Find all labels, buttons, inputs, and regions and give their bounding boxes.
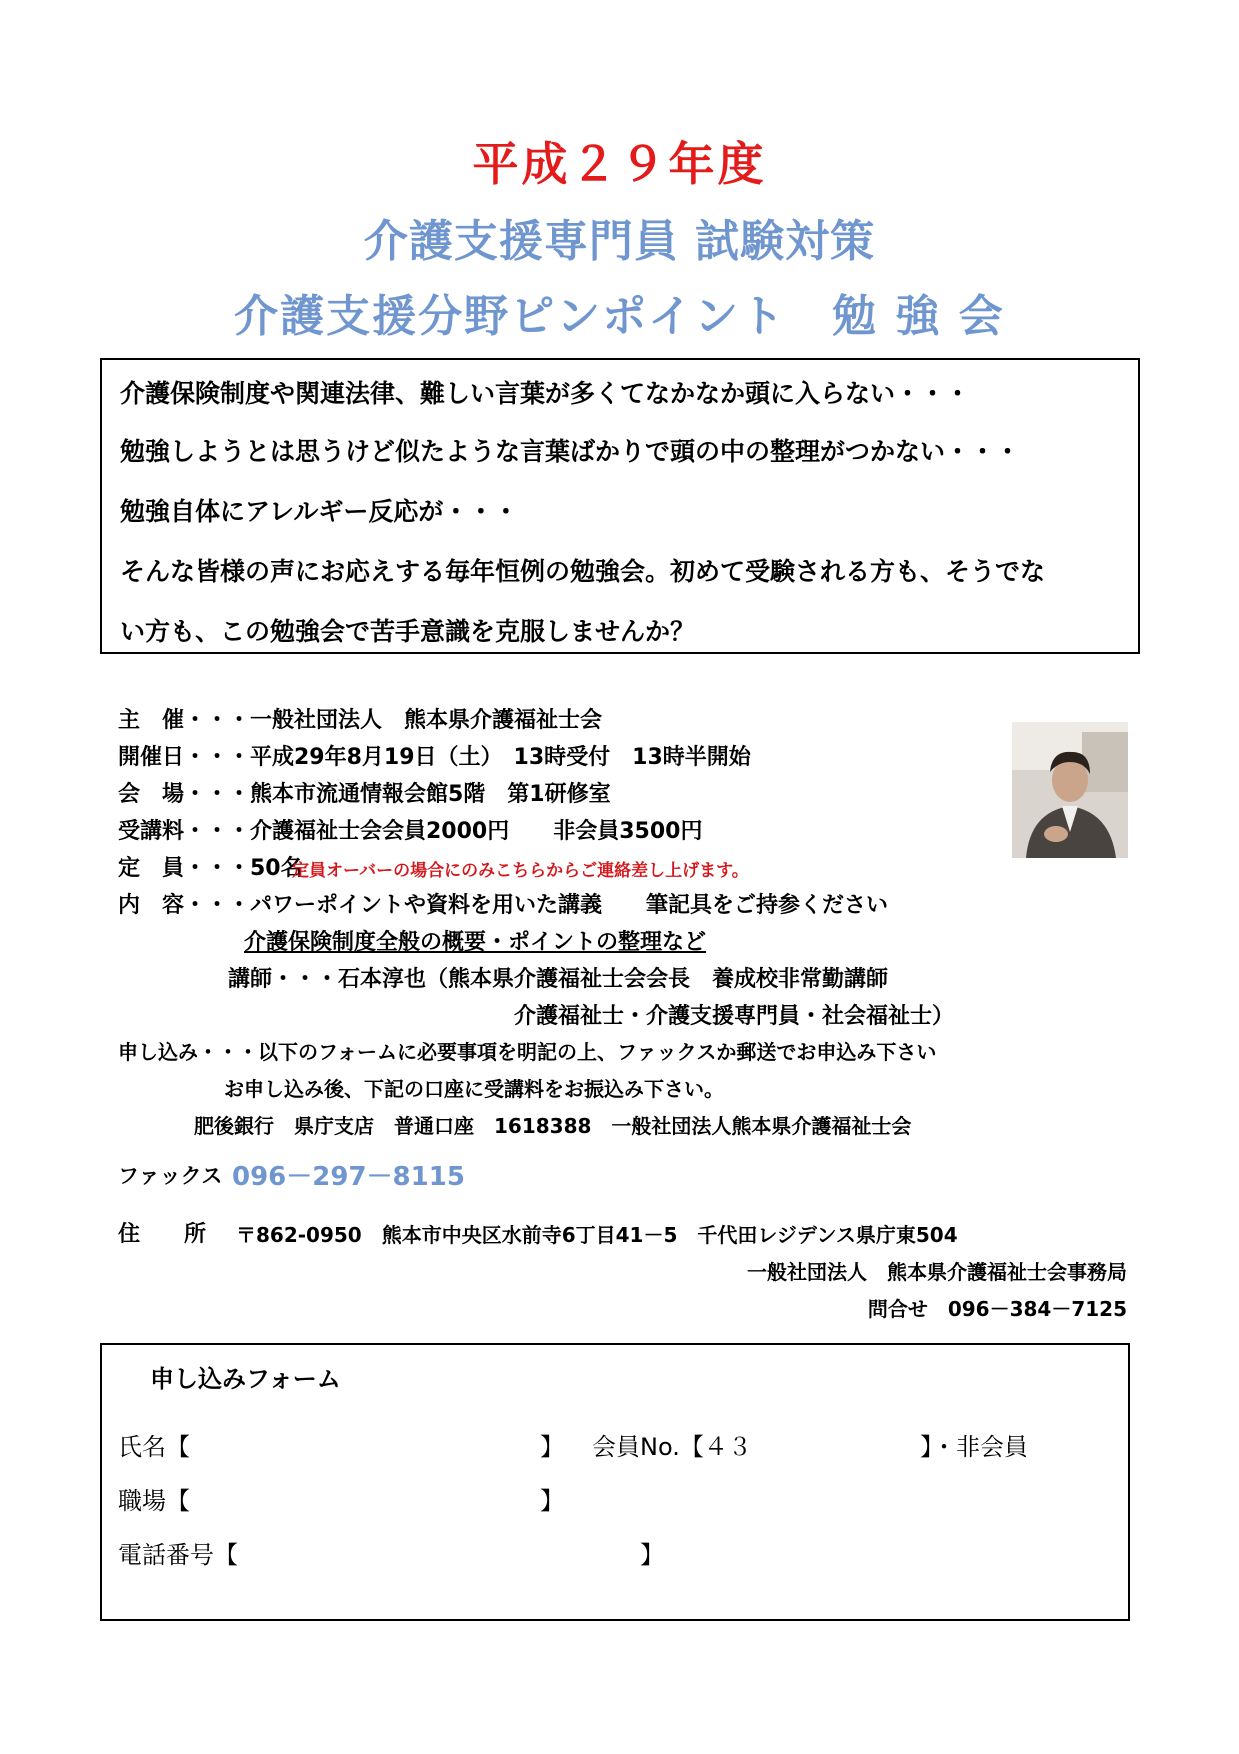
content: 内 容・・・パワーポイントや資料を用いた講義 筆記具をご持参ください (118, 893, 889, 918)
office-name: 一般社団法人 熊本県介護福祉士会事務局 (747, 1260, 1127, 1284)
title-seminar: 介護支援分野ピンポイント 勉 強 会 (234, 291, 1005, 342)
name-field-label[interactable]: 氏名【 (118, 1433, 190, 1461)
apply-instructions: 申し込み・・・以下のフォームに必要事項を明記の上、ファックスか郵送でお申込み下さい (118, 1040, 937, 1064)
intro-line: い方も、この勉強会で苦手意識を克服しませんか？ (120, 617, 696, 646)
workplace-field-close: 】 (540, 1487, 564, 1515)
lecturer-photo (1012, 722, 1128, 858)
name-field-close: 】 (540, 1433, 564, 1461)
lecturer-qualifications: 介護福祉士・介護支援専門員・社会福祉士） (514, 1004, 955, 1029)
lecturer: 講師・・・石本淳也（熊本県介護福祉士会会長 養成校非常勤講師 (228, 967, 889, 992)
event-date: 開催日・・・平成29年8月19日（土） 13時受付 13時半開始 (118, 745, 751, 770)
intro-box (100, 358, 1140, 654)
address-label: 住 所 (118, 1222, 207, 1247)
form-heading: 申し込みフォーム (150, 1365, 341, 1393)
organizer: 主 催・・・一般社団法人 熊本県介護福祉士会 (118, 708, 603, 733)
intro-line: 勉強しようとは思うけど似たような言葉ばかりで頭の中の整理がつかない・・・ (120, 437, 1021, 466)
application-form (100, 1343, 1130, 1621)
intro-line: 勉強自体にアレルギー反応が・・・ (120, 497, 519, 526)
capacity-note: 定員オーバーの場合にのみこちらからご連絡差し上げます。 (292, 861, 749, 881)
inquiry-phone: 問合せ 096－384－7125 (867, 1297, 1127, 1321)
title-exam: 介護支援専門員 試験対策 (363, 216, 876, 267)
fax-number: 096－297－8115 (232, 1162, 465, 1192)
workplace-field-label[interactable]: 職場【 (118, 1487, 190, 1515)
capacity: 定 員・・・50名 (118, 856, 303, 881)
intro-line: 介護保険制度や関連法律、難しい言葉が多くてなかなか頭に入らない・・・ (120, 379, 971, 408)
intro-line: そんな皆様の声にお応えする毎年恒例の勉強会。初めて受験される方も、そうでな (120, 557, 1046, 586)
title-year: 平成２９年度 (472, 137, 767, 191)
venue: 会 場・・・熊本市流通情報会館5階 第1研修室 (118, 782, 611, 807)
fax-label: ファックス (118, 1164, 223, 1188)
fee: 受講料・・・介護福祉士会会員2000円 非会員3500円 (118, 819, 703, 844)
phone-field-label[interactable]: 電話番号【 (118, 1541, 238, 1569)
member-number-field[interactable]: 会員No.【４３ (592, 1433, 752, 1461)
bank-account: 肥後銀行 県庁支店 普通口座 1618388 一般社団法人熊本県介護福祉士会 (194, 1114, 912, 1138)
apply-payment: お申し込み後、下記の口座に受講料をお振込み下さい。 (224, 1077, 724, 1101)
content-topic: 介護保険制度全般の概要・ポイントの整理など (244, 930, 707, 955)
address: 〒862-0950 熊本市中央区水前寺6丁目41－5 千代田レジデンス県庁東504 (236, 1223, 958, 1247)
non-member-option[interactable]: 】・非会員 (920, 1433, 1028, 1461)
phone-field-close: 】 (640, 1541, 664, 1569)
